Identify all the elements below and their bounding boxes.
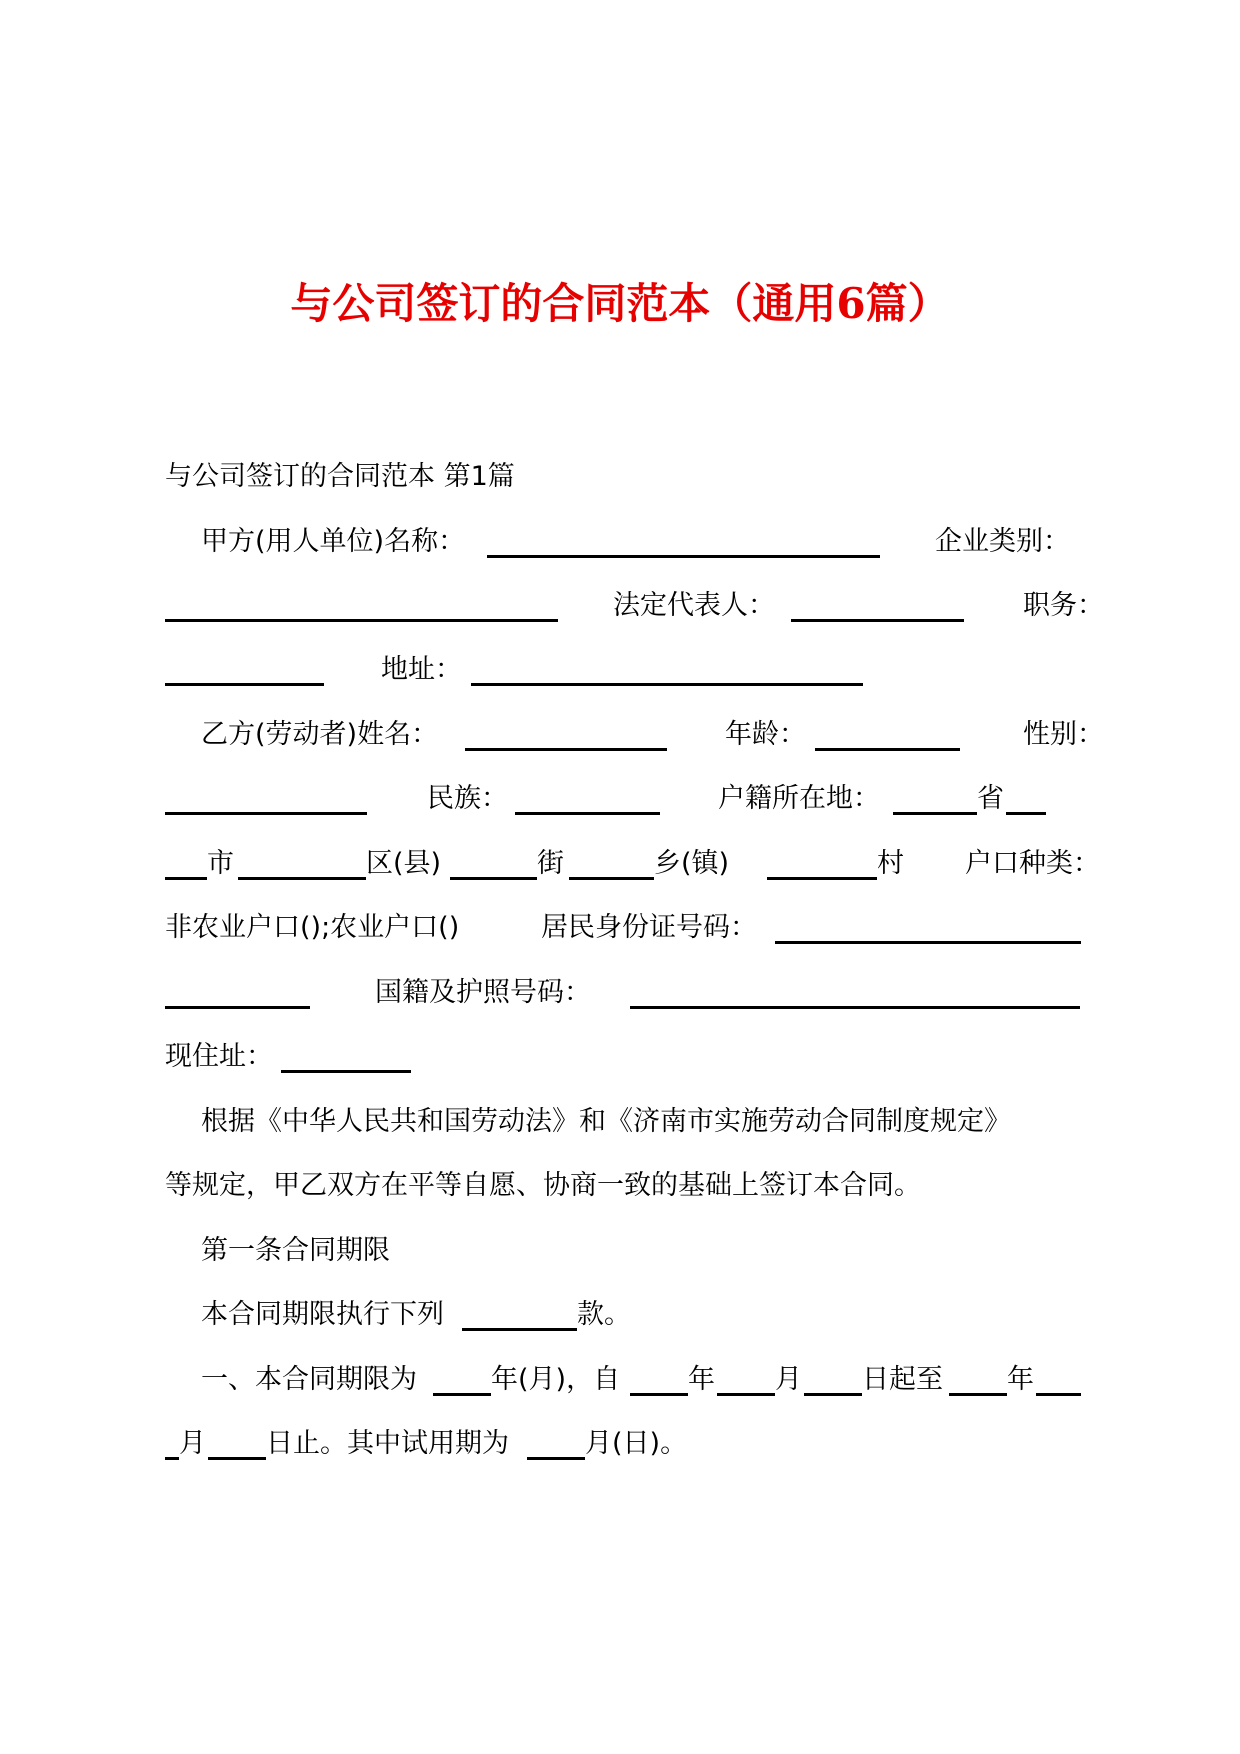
party-a-name-blank[interactable] — [487, 555, 880, 558]
end-month-label: 月 — [179, 1428, 206, 1459]
start-day-label: 日起至 — [862, 1364, 943, 1395]
age-label: 年龄： — [725, 719, 806, 750]
gender-label: 性别： — [1023, 719, 1104, 750]
section-heading-row — [165, 454, 1105, 500]
address-label: 地址： — [381, 654, 462, 685]
basis-text-2: 等规定，甲乙双方在平等自愿、协商一致的基础上签订本合同。 — [165, 1170, 921, 1201]
ethnicity-blank[interactable] — [515, 812, 660, 815]
nationality-passport-blank[interactable] — [630, 1006, 1080, 1009]
household-type-label: 户口种类： — [965, 848, 1100, 879]
article-1-intro-before: 本合同期限执行下列 — [201, 1299, 444, 1330]
township-blank[interactable] — [569, 877, 654, 880]
age-blank[interactable] — [815, 748, 960, 751]
district-label: 区(县) — [366, 848, 442, 879]
party-a-row-2 — [165, 583, 1105, 629]
basis-text-1: 根据《中华人民共和国劳动法》和《济南市实施劳动合同制度规定》 — [201, 1106, 1011, 1137]
start-month-blank[interactable] — [717, 1393, 775, 1396]
party-b-row-3 — [165, 841, 1105, 887]
article-1-intro-after: 款。 — [577, 1299, 631, 1330]
article-1-heading-row — [165, 1228, 1105, 1274]
legal-representative-label: 法定代表人： — [613, 590, 775, 621]
term-length-blank[interactable] — [433, 1393, 491, 1396]
term-clause-row-2 — [165, 1421, 1105, 1467]
id-number-label: 居民身份证号码： — [541, 912, 757, 943]
article-1-intro-row — [165, 1292, 1105, 1338]
id-number-blank[interactable] — [775, 941, 1081, 944]
term-year-month: 年(月)，自 — [491, 1364, 621, 1395]
address-blank[interactable] — [471, 683, 863, 686]
start-day-blank[interactable] — [804, 1393, 862, 1396]
household-type-options: 非农业户口();农业户口() — [165, 912, 460, 943]
city-blank[interactable] — [165, 877, 207, 880]
party-a-name-label: 甲方(用人单位)名称： — [201, 526, 466, 557]
start-year-label: 年 — [688, 1364, 715, 1395]
party-b-row-2 — [165, 776, 1105, 822]
household-location-label: 户籍所在地： — [718, 783, 880, 814]
province-blank[interactable] — [1006, 812, 1046, 815]
street-blank[interactable] — [450, 877, 537, 880]
district-blank[interactable] — [238, 877, 366, 880]
article-1-heading: 第一条合同期限 — [201, 1235, 390, 1266]
end-month-blank[interactable] — [1036, 1393, 1081, 1396]
clause-number-blank[interactable] — [462, 1328, 577, 1331]
party-a-row-1 — [165, 519, 1105, 565]
end-day-blank[interactable] — [208, 1457, 266, 1460]
current-address-blank[interactable] — [281, 1070, 411, 1073]
party-a-row-3 — [165, 647, 1105, 693]
party-b-name-label: 乙方(劳动者)姓名： — [201, 719, 439, 750]
province-label: 省 — [977, 783, 1004, 814]
end-day-label: 日止。其中试用期为 — [266, 1428, 509, 1459]
street-label: 街 — [537, 848, 564, 879]
gender-blank[interactable] — [165, 812, 367, 815]
section-heading: 与公司签订的合同范本 第1篇 — [165, 461, 515, 492]
document-title: 与公司签订的合同范本（通用6篇） — [290, 279, 950, 328]
household-location-blank[interactable] — [893, 812, 977, 815]
end-month-blank-continued[interactable] — [165, 1457, 179, 1460]
basis-line-1 — [165, 1099, 1105, 1145]
start-month-label: 月 — [775, 1364, 802, 1395]
term-clause-row-1 — [165, 1357, 1105, 1403]
term-prefix: 一、本合同期限为 — [201, 1364, 417, 1395]
party-b-row-1 — [165, 712, 1105, 758]
legal-representative-blank[interactable] — [791, 619, 964, 622]
position-blank[interactable] — [165, 683, 324, 686]
party-b-row-6 — [165, 1034, 1105, 1080]
township-label: 乡(镇) — [654, 848, 730, 879]
ethnicity-label: 民族： — [427, 783, 508, 814]
probation-unit: 月(日)。 — [585, 1428, 688, 1459]
current-address-label: 现住址： — [165, 1041, 273, 1072]
enterprise-category-blank[interactable] — [165, 619, 558, 622]
end-year-label: 年 — [1007, 1364, 1034, 1395]
party-b-row-5 — [165, 970, 1105, 1016]
party-b-row-4 — [165, 905, 1105, 951]
village-label: 村 — [877, 848, 904, 879]
start-year-blank[interactable] — [630, 1393, 688, 1396]
position-label: 职务： — [1023, 590, 1104, 621]
id-number-blank-continued[interactable] — [165, 1006, 310, 1009]
village-blank[interactable] — [767, 877, 877, 880]
end-year-blank[interactable] — [949, 1393, 1007, 1396]
basis-line-2 — [165, 1163, 1105, 1209]
city-label: 市 — [207, 848, 234, 879]
enterprise-category-label: 企业类别： — [935, 526, 1070, 557]
party-b-name-blank[interactable] — [465, 748, 667, 751]
probation-blank[interactable] — [527, 1457, 585, 1460]
nationality-passport-label: 国籍及护照号码： — [375, 977, 591, 1008]
